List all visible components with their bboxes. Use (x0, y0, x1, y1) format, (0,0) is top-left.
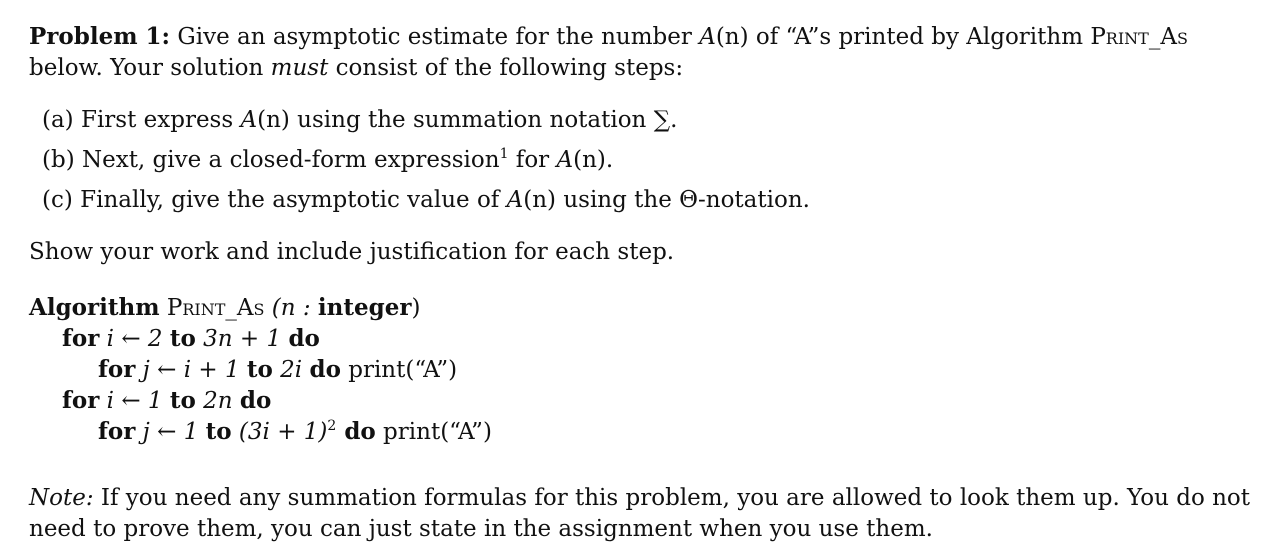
note-line-2: need to prove them, you can just state in the assignment when you use them. (29, 516, 933, 542)
sigma-symbol: ∑ (653, 107, 671, 133)
step-c-label: (c) (42, 187, 73, 213)
param-type: integer (317, 294, 412, 321)
step-b-label: (b) (42, 147, 75, 173)
show-work-instruction: Show your work and include justification for each step. (29, 239, 675, 265)
note-line-1: Note: If you need any summation formulas for this problem, you are allowed to look them up. You do not (29, 485, 1251, 511)
footnote-marker: 1 (499, 146, 509, 162)
inner-loop-1: for j ← i + 1 to 2i do print(“A”) (98, 356, 458, 383)
problem-heading: Problem 1: (29, 23, 171, 50)
algorithm-header: Algorithm Print_As (n : integer) (29, 294, 421, 321)
note-label: Note: (29, 485, 94, 511)
step-c: (c) Finally, give the asymptotic value of A(n) using the Θ-notation. (42, 187, 810, 213)
step-a: (a) First express A(n) using the summation notation ∑. (42, 107, 678, 133)
emphasis-must: must (270, 55, 329, 81)
problem-line-2: below. Your solution must consist of the following steps: (29, 55, 684, 81)
inner-loop-2: for j ← 1 to $(3i + 1)^2$ do print(“A”) (98, 418, 492, 445)
step-b: (b) Next, give a closed-form expression$^1$ for A(n). (42, 146, 614, 173)
loop-2: for i ← 1 to 2n do (62, 387, 272, 414)
step-a-label: (a) (42, 107, 74, 133)
problem-intro-text: Give an asymptotic estimate for the number (177, 24, 700, 50)
algorithm-title: Print_As (166, 295, 265, 321)
loop-1: for i ← 2 to 3n + 1 do (62, 325, 320, 352)
algorithm-keyword: Algorithm (29, 294, 160, 321)
problem-line-1: Problem 1: Give an asymptotic estimate for the number A(n) of “A”s printed by Algorithm Print_As (29, 23, 1188, 50)
algorithm-name: Print_As (1090, 24, 1188, 50)
